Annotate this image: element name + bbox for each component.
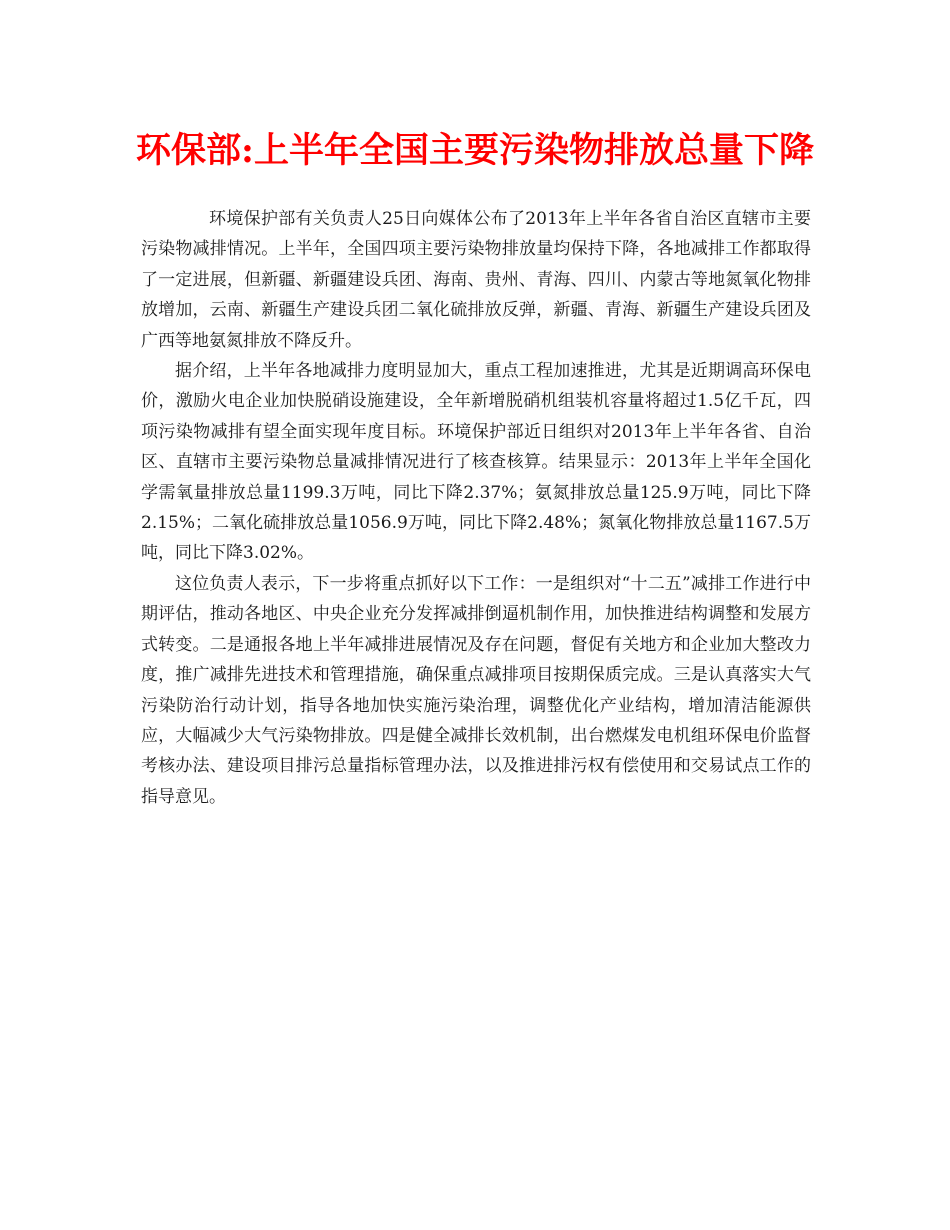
paragraph-3: 这位负责人表示，下一步将重点抓好以下工作：一是组织对“十二五”减排工作进行中期评估，推动各地区、中央企业充分发挥减排倒逼机制作用，加快推进结构调整和发展方式转变。二是通报各地上半年减排进展情况及存在问题，督促有关地方和企业加大整改力度，推广减排先进技术和管理措施，确保重点减排项目按期保质完成。三是认真落实大气污染防治行动计划，指导各地加快实施污染治理，调整优化产业结构，增加清洁能源供应，大幅减少大气污染物排放。四是健全减排长效机制，出台燃煤发电机组环保电价监督考核办法、建设项目排污总量指标管理办法，以及推进排污权有偿使用和交易试点工作的指导意见。 xyxy=(141,573,811,807)
page-title: 环保部:上半年全国主要污染物排放总量下降 xyxy=(136,130,814,171)
article-body xyxy=(141,204,811,812)
paragraph-1: 环境保护部有关负责人25日向媒体公布了2013年上半年各省自治区直辖市主要污染物减排情况。上半年，全国四项主要污染物排放量均保持下降，各地减排工作都取得了一定进展，但新疆、新疆建设兵团、海南、贵州、青海、四川、内蒙古等地氮氧化物排放增加，云南、新疆生产建设兵团二氧化硫排放反弹，新疆、青海、新疆生产建设兵团及广西等地氨氮排放不降反升。 xyxy=(141,209,811,351)
paragraph-2: 据介绍，上半年各地减排力度明显加大，重点工程加速推进，尤其是近期调高环保电价，激励火电企业加快脱硝设施建设，全年新增脱硝机组装机容量将超过1.5亿千瓦，四项污染物减排有望全面实现年度目标。环境保护部近日组织对2013年上半年各省、自治区、直辖市主要污染物总量减排情况进行了核查核算。结果显示：2013年上半年全国化学需氧量排放总量1199.3万吨，同比下降2.37%；氨氮排放总量125.9万吨，同比下降2.15%；二氧化硫排放总量1056.9万吨，同比下降2.48%；氮氧化物排放总量1167.5万吨，同比下降3.02%。 xyxy=(141,361,811,564)
